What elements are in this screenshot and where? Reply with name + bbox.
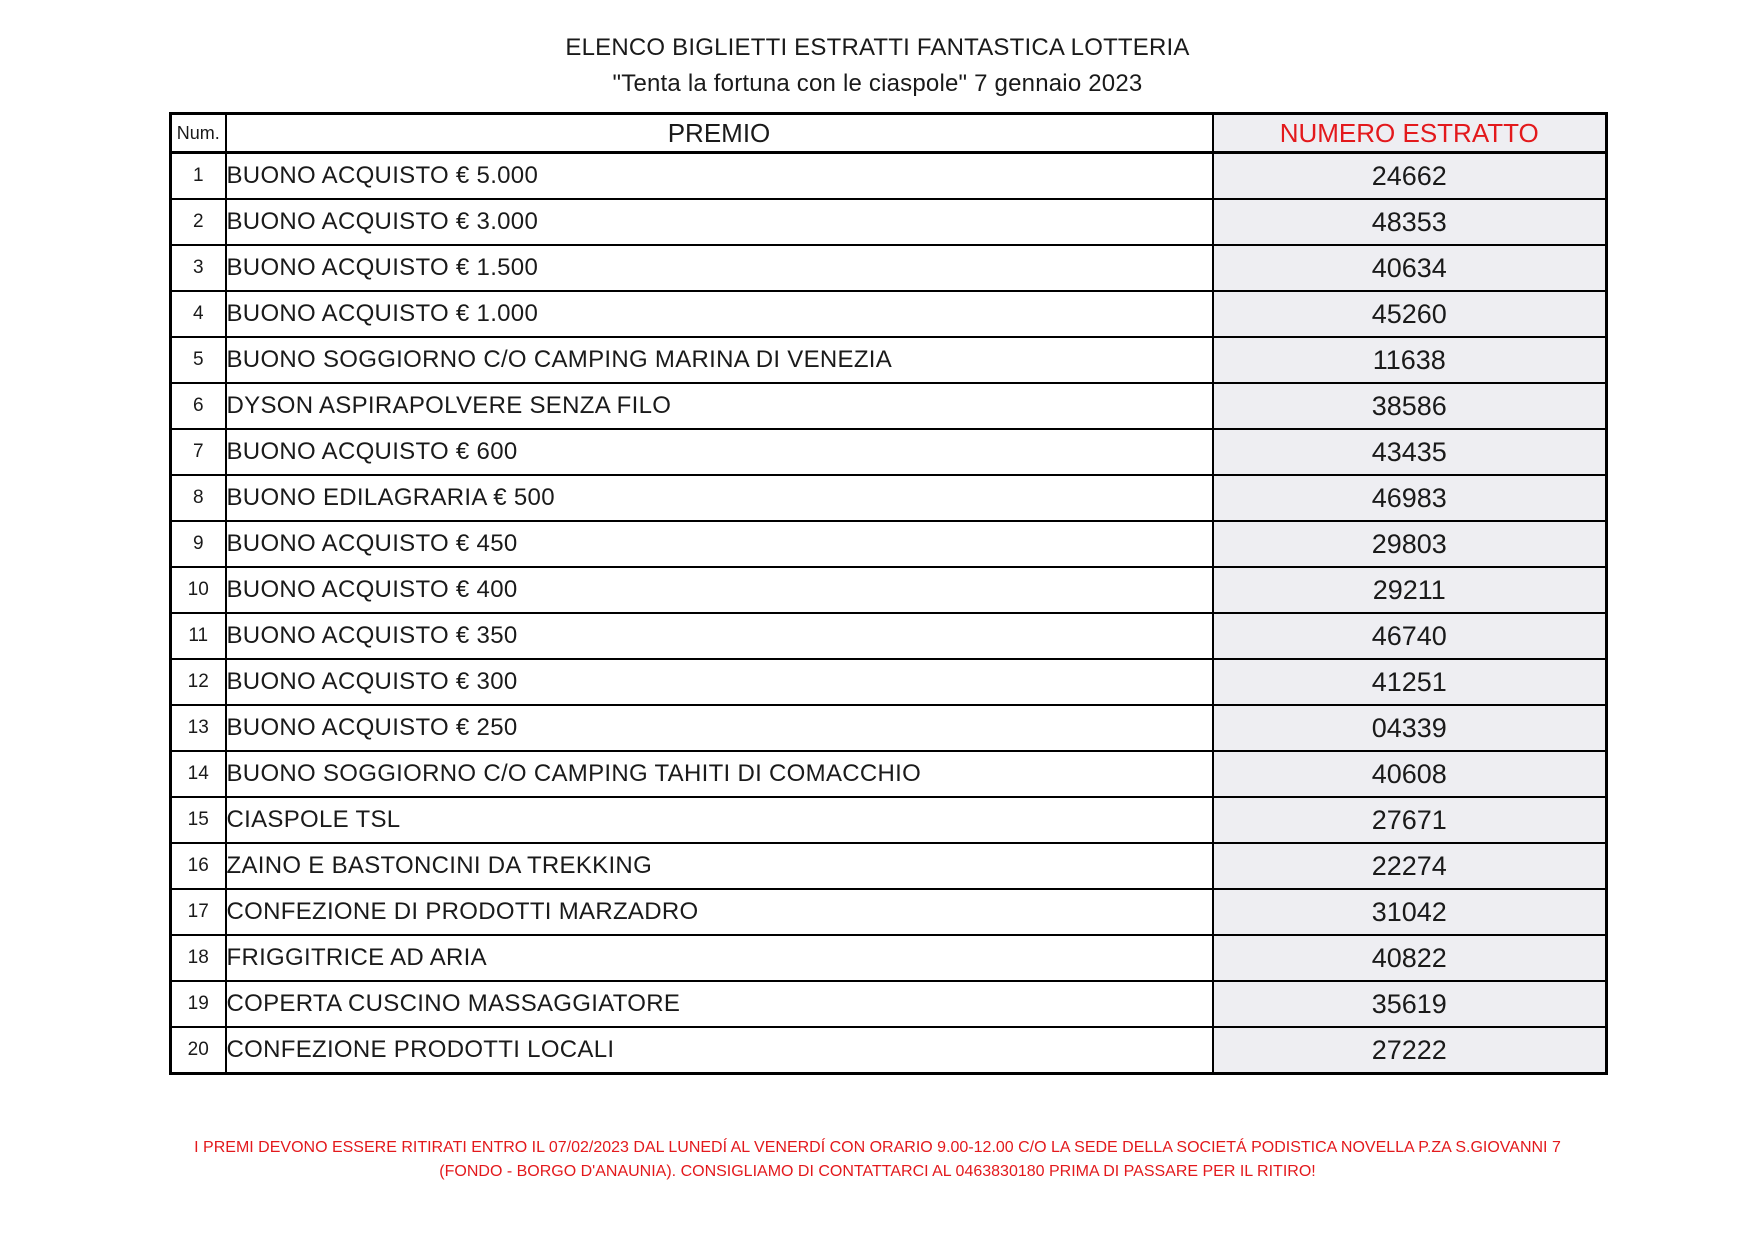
- drawn-number: 38586: [1213, 383, 1607, 429]
- table-row: [171, 1027, 1607, 1074]
- drawn-number: 48353: [1213, 199, 1607, 245]
- table-row: [171, 751, 1607, 797]
- row-number: 8: [171, 475, 226, 521]
- table-row: [171, 705, 1607, 751]
- pickup-notice-line-1: I PREMI DEVONO ESSERE RITIRATI ENTRO IL 07/02/2023 DAL LUNEDÍ AL VENERDÍ CON ORARIO 9.00-12.00 C/O LA SEDE DELLA SOCIETÁ PODISTICA NOVELLA P.ZA S.GIOVANNI 7: [194, 1139, 1561, 1156]
- drawn-number: 27671: [1213, 797, 1607, 843]
- prize-name: FRIGGITRICE AD ARIA: [226, 935, 1213, 981]
- column-header-num: Num.: [171, 114, 226, 153]
- table-row: [171, 797, 1607, 843]
- row-number: 19: [171, 981, 226, 1027]
- row-number: 6: [171, 383, 226, 429]
- prize-name: BUONO ACQUISTO € 350: [226, 613, 1213, 659]
- table-row: [171, 429, 1607, 475]
- prize-name: BUONO ACQUISTO € 450: [226, 521, 1213, 567]
- drawn-number: 04339: [1213, 705, 1607, 751]
- row-number: 12: [171, 659, 226, 705]
- drawn-number: 41251: [1213, 659, 1607, 705]
- page-title: ELENCO BIGLIETTI ESTRATTI FANTASTICA LOTTERIA: [565, 34, 1190, 61]
- drawn-number: 35619: [1213, 981, 1607, 1027]
- table-row: [171, 889, 1607, 935]
- drawn-number: 22274: [1213, 843, 1607, 889]
- row-number: 1: [171, 153, 226, 200]
- row-number: 7: [171, 429, 226, 475]
- row-number: 18: [171, 935, 226, 981]
- drawn-number: 31042: [1213, 889, 1607, 935]
- table-header-row: [171, 114, 1607, 153]
- prize-name: CONFEZIONE DI PRODOTTI MARZADRO: [226, 889, 1213, 935]
- prize-name: BUONO ACQUISTO € 1.500: [226, 245, 1213, 291]
- drawn-number: 40634: [1213, 245, 1607, 291]
- table-row: [171, 935, 1607, 981]
- drawn-number: 11638: [1213, 337, 1607, 383]
- table-row: [171, 567, 1607, 613]
- table-row: [171, 843, 1607, 889]
- pickup-notice: [0, 1136, 1755, 1184]
- drawn-number: 24662: [1213, 153, 1607, 200]
- row-number: 13: [171, 705, 226, 751]
- drawn-number: 46740: [1213, 613, 1607, 659]
- prize-name: BUONO ACQUISTO € 250: [226, 705, 1213, 751]
- prize-name: BUONO ACQUISTO € 1.000: [226, 291, 1213, 337]
- prize-name: ZAINO E BASTONCINI DA TREKKING: [226, 843, 1213, 889]
- drawn-number: 40822: [1213, 935, 1607, 981]
- row-number: 2: [171, 199, 226, 245]
- table-row: [171, 199, 1607, 245]
- prize-name: BUONO SOGGIORNO C/O CAMPING TAHITI DI COMACCHIO: [226, 751, 1213, 797]
- drawn-number: 27222: [1213, 1027, 1607, 1074]
- row-number: 15: [171, 797, 226, 843]
- prize-name: BUONO SOGGIORNO C/O CAMPING MARINA DI VENEZIA: [226, 337, 1213, 383]
- table-row: [171, 475, 1607, 521]
- table-row: [171, 245, 1607, 291]
- page-subtitle: "Tenta la fortuna con le ciaspole" 7 gennaio 2023: [612, 70, 1143, 97]
- prize-name: BUONO EDILAGRARIA € 500: [226, 475, 1213, 521]
- row-number: 10: [171, 567, 226, 613]
- row-number: 5: [171, 337, 226, 383]
- table-row: [171, 383, 1607, 429]
- row-number: 11: [171, 613, 226, 659]
- prize-name: BUONO ACQUISTO € 5.000: [226, 153, 1213, 200]
- row-number: 9: [171, 521, 226, 567]
- drawn-number: 43435: [1213, 429, 1607, 475]
- drawn-number: 46983: [1213, 475, 1607, 521]
- row-number: 17: [171, 889, 226, 935]
- prize-name: COPERTA CUSCINO MASSAGGIATORE: [226, 981, 1213, 1027]
- prize-name: CIASPOLE TSL: [226, 797, 1213, 843]
- prize-name: BUONO ACQUISTO € 400: [226, 567, 1213, 613]
- row-number: 20: [171, 1027, 226, 1074]
- prize-name: BUONO ACQUISTO € 3.000: [226, 199, 1213, 245]
- table-row: [171, 981, 1607, 1027]
- drawn-number: 45260: [1213, 291, 1607, 337]
- row-number: 3: [171, 245, 226, 291]
- prize-name: BUONO ACQUISTO € 300: [226, 659, 1213, 705]
- drawn-number: 29211: [1213, 567, 1607, 613]
- prize-name: CONFEZIONE PRODOTTI LOCALI: [226, 1027, 1213, 1074]
- table-row: [171, 613, 1607, 659]
- row-number: 14: [171, 751, 226, 797]
- row-number: 16: [171, 843, 226, 889]
- table-row: [171, 521, 1607, 567]
- column-header-drawn-number: NUMERO ESTRATTO: [1213, 114, 1607, 153]
- prize-name: BUONO ACQUISTO € 600: [226, 429, 1213, 475]
- table-row: [171, 659, 1607, 705]
- pickup-notice-line-2: (FONDO - BORGO D'ANAUNIA). CONSIGLIAMO DI CONTATTARCI AL 0463830180 PRIMA DI PASSARE PER IL RITIRO!: [439, 1163, 1316, 1180]
- table-row: [171, 153, 1607, 200]
- column-header-prize: PREMIO: [226, 114, 1213, 153]
- table-row: [171, 291, 1607, 337]
- prize-name: DYSON ASPIRAPOLVERE SENZA FILO: [226, 383, 1213, 429]
- drawn-number: 29803: [1213, 521, 1607, 567]
- winning-tickets-table: [169, 112, 1608, 1075]
- drawn-number: 40608: [1213, 751, 1607, 797]
- table-row: [171, 337, 1607, 383]
- row-number: 4: [171, 291, 226, 337]
